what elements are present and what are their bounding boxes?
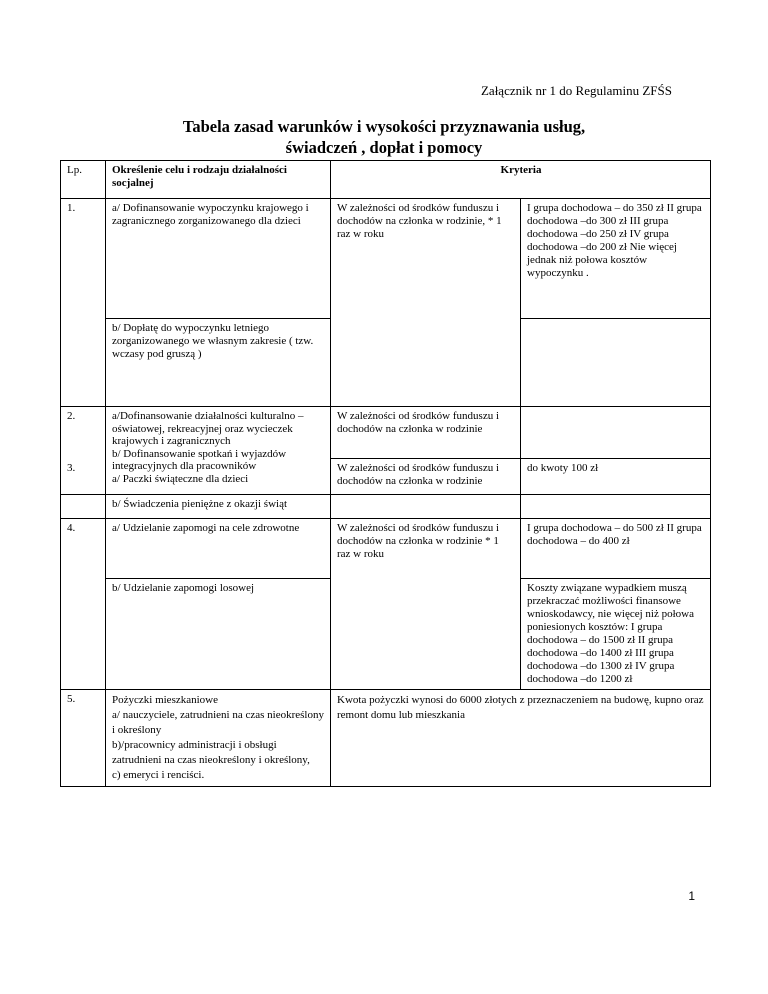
loan-group-c: c) emeryci i renciści.: [112, 769, 205, 781]
row-lp: 2.: [61, 407, 106, 459]
table-row: [61, 407, 711, 459]
page-number: 1: [688, 889, 695, 903]
row-criteria: W zależności od środków funduszu i dochodów na członka w rodzinie: [331, 459, 521, 495]
loan-group-b: b)/pracownicy administracji i obsługi zatrudnieni na czas nieokreślony i określony,: [112, 739, 310, 766]
row-purpose-b: b/ Dopłatę do wypoczynku letniego zorganizowanego we własnym zakresie ( tzw. wczasy pod gruszą ): [106, 319, 331, 407]
row-criteria: W zależności od środków funduszu i dochodów na członka w rodzinie: [331, 407, 521, 459]
loan-group-a: a/ nauczyciele, zatrudnieni na czas nieokreślony i określony: [112, 709, 324, 736]
row-lp: 4.: [61, 519, 106, 690]
row-amount: I grupa dochodowa – do 350 zł II grupa dochodowa –do 300 zł III grupa dochodowa –do 250 zł IV grupa dochodowa –do 200 zł Nie więcej jednak niż połowa kosztów wypoczynku .: [521, 199, 711, 319]
row-purpose-a: a/ Dofinansowanie wypoczynku krajowego i zagranicznego zorganizowanego dla dzieci: [106, 199, 331, 319]
header-purpose: Określenie celu i rodzaju działalności socjalnej: [106, 161, 331, 199]
header-criteria: Kryteria: [331, 161, 711, 199]
row-purpose: [106, 690, 331, 787]
row-purpose-a-text: a/Dofinansowanie działalności kulturalno – oświatowej, rekreacyjnej oraz wycieczek krajowych i zagranicznych: [112, 410, 304, 447]
row-amount: do kwoty 100 zł: [521, 459, 711, 495]
header-lp: Lp.: [61, 161, 106, 199]
table-row: [61, 690, 711, 787]
title-line-1: Tabela zasad warunków i wysokości przyznawania usług,: [182, 117, 586, 136]
document-title: [0, 116, 768, 158]
row-criteria: Kwota pożyczki wynosi do 6000 złotych z przeznaczeniem na budowę, kupno oraz remont domu lub mieszkania: [331, 690, 711, 787]
row-lp: 1.: [61, 199, 106, 407]
row-criteria: W zależności od środków funduszu i dochodów na członka w rodzinie * 1 raz w roku: [331, 519, 521, 690]
row-lp: 5.: [61, 690, 106, 787]
annex-note: Załącznik nr 1 do Regulaminu ZFŚS: [480, 83, 672, 98]
row-purpose-a: a/ Udzielanie zapomogi na cele zdrowotne: [106, 519, 331, 579]
row3-purpose-a-text: a/ Paczki świąteczne dla dzieci: [112, 472, 249, 485]
row-amount: I grupa dochodowa – do 500 zł II grupa dochodowa – do 400 zł: [521, 519, 711, 579]
row-purpose-a: [106, 407, 331, 495]
table-row: [61, 199, 711, 319]
row-criteria: W zależności od środków funduszu i dochodów na członka w rodzinie, * 1 raz w roku: [331, 199, 521, 407]
row-purpose-b-text: b/ Dofinansowanie spotkań i wyjazdów integracyjnych dla pracowników: [112, 447, 287, 472]
row-lp-empty: [61, 495, 106, 519]
row-criteria-empty: [331, 495, 521, 519]
title-line-2: świadczeń , dopłat i pomocy: [285, 138, 483, 157]
table-header-row: [61, 161, 711, 199]
row-lp: 3.: [61, 459, 106, 495]
row-amount-empty: [521, 495, 711, 519]
row-amount-b: Koszty związane wypadkiem muszą przekraczać możliwości finansowe wnioskodawcy, nie więcej niż połowa poniesionych kosztów: I grupa dochodowa – do 1500 zł II grupa dochodowa –do 1400 zł III grupa dochodowa –do 1300 zł IV grupa dochodowa –do 1200 zł: [521, 579, 711, 690]
row-purpose-b: b/ Udzielanie zapomogi losowej: [106, 579, 331, 690]
table-row: [61, 519, 711, 579]
rules-table: [60, 160, 711, 787]
loan-title: Pożyczki mieszkaniowe: [112, 694, 218, 706]
row-amount-empty: [521, 407, 711, 459]
row-purpose-b: b/ Świadczenia pieniężne z okazji świąt: [106, 495, 331, 519]
row-amount-empty: [521, 319, 711, 407]
table-row: [61, 495, 711, 519]
